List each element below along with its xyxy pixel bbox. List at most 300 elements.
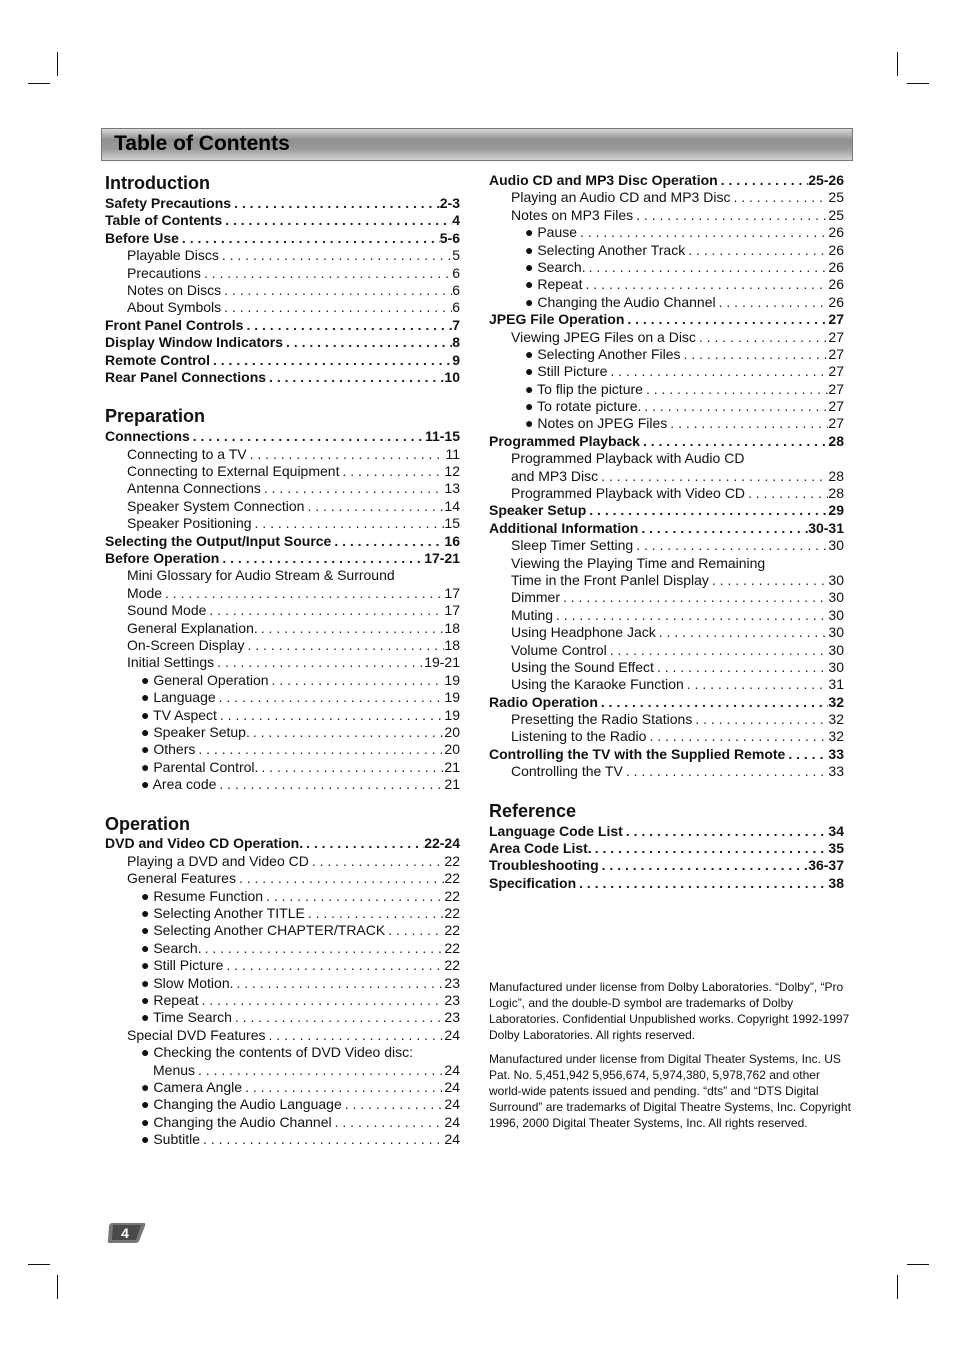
- toc-entry-label: Area Code List.: [489, 840, 592, 857]
- toc-entry-page: 30: [828, 606, 844, 623]
- dot-leader: [684, 676, 829, 693]
- toc-entry-page: 17-21: [424, 550, 460, 567]
- dot-leader: [716, 294, 829, 311]
- toc-entry: [105, 776, 460, 793]
- toc-entry-page: 5-6: [439, 229, 460, 246]
- toc-entry-page: 6: [452, 281, 460, 298]
- dot-leader: [681, 346, 829, 363]
- dot-leader: [214, 654, 424, 671]
- toc-entry: [489, 589, 844, 606]
- toc-entry-label: Notes on MP3 Files: [511, 206, 634, 223]
- dts-license-notice: Manufactured under license from Digital Theater Systems, Inc. US Pat. No. 5,451,942 5,956,674, 5,974,380, 5,978,762 and other world-wide patents issued and pending. “dts” and “DTS Digital Surround” are trademarks of Digital Theatre Systems, Inc. Copyright 1996, 2000 Digital Theater Systems, Inc. All rights reserved.: [489, 1052, 851, 1130]
- toc-entry-page: 25-26: [808, 172, 844, 188]
- toc-entry: [105, 759, 460, 776]
- toc-entry-page: 36-37: [808, 857, 844, 874]
- toc-entry-page: 30: [828, 624, 844, 641]
- toc-entry-page: 15: [444, 515, 460, 532]
- toc-entry-label: Speaker System Connection: [127, 497, 305, 514]
- crop-mark: [907, 83, 929, 84]
- toc-entry: [489, 398, 844, 415]
- toc-entry-label: Using the Karaoke Function: [511, 676, 684, 693]
- toc-entry-label: Programmed Playback with Video CD: [511, 485, 745, 502]
- toc-entry-label: Antenna Connections: [127, 480, 261, 497]
- toc-entry: [105, 975, 460, 992]
- dot-leader: [250, 724, 445, 741]
- toc-entry-page: 6: [452, 299, 460, 316]
- toc-entry: [489, 642, 844, 659]
- toc-entry: [489, 311, 844, 328]
- toc-entry-label: Selecting the Output/Input Source: [105, 532, 332, 549]
- dot-leader: [216, 776, 444, 793]
- toc-entry: [489, 572, 844, 589]
- toc-entry: [489, 520, 844, 537]
- dot-leader: [245, 637, 445, 654]
- toc-entry-page: 24: [444, 1061, 460, 1078]
- toc-entry: [105, 836, 460, 853]
- toc-entry-label: Audio CD and MP3 Disc Operation: [489, 172, 718, 188]
- toc-entry: [489, 224, 844, 241]
- toc-entry-label: Troubleshooting: [489, 857, 599, 874]
- toc-entry-label: ● To flip the picture: [525, 380, 643, 397]
- toc-entry-label: Specification: [489, 874, 577, 891]
- dot-leader: [607, 363, 828, 380]
- dot-leader: [243, 317, 452, 334]
- toc-entry: [105, 352, 460, 369]
- toc-entry-page: 30: [828, 641, 844, 658]
- toc-entry-page: 33: [828, 745, 844, 762]
- dot-leader: [219, 550, 424, 567]
- toc-entry: [489, 746, 844, 763]
- toc-entry-page: 16: [444, 532, 460, 549]
- toc-entry-label: Connecting to External Equipment: [127, 463, 340, 480]
- toc-entry: [489, 294, 844, 311]
- crop-mark: [897, 1275, 898, 1299]
- toc-entry-page: 22: [444, 957, 460, 974]
- toc-entry: [105, 498, 460, 515]
- toc-entry-page: 24: [444, 1113, 460, 1130]
- toc-entry-page: 30: [828, 589, 844, 606]
- toc-entry-page: 26: [828, 241, 844, 258]
- dot-leader: [598, 694, 829, 711]
- section-gap: [105, 794, 460, 813]
- toc-entry: [489, 624, 844, 641]
- toc-entry-label: DVD and Video CD Operation.: [105, 835, 304, 852]
- toc-entry-label: Before Use: [105, 229, 179, 246]
- toc-entry-label: Before Operation: [105, 550, 220, 567]
- toc-entry-page: 31: [828, 676, 844, 693]
- toc-entry: [105, 230, 460, 247]
- toc-entry-page: 28: [828, 485, 844, 502]
- toc-entry: [105, 940, 460, 957]
- section-heading: Preparation: [105, 406, 206, 427]
- toc-entry-label: ● Selecting Another TITLE: [141, 905, 305, 922]
- dot-leader: [667, 415, 828, 432]
- toc-entry-page: 26: [828, 293, 844, 310]
- toc-entry: [105, 853, 460, 870]
- dot-leader: [206, 602, 444, 619]
- dot-leader: [718, 172, 808, 189]
- toc-entry-label: Volume Control: [511, 641, 607, 658]
- toc-entry-page: 27: [828, 398, 844, 415]
- toc-entry: [489, 659, 844, 676]
- toc-entry-label: Speaker Setup: [489, 502, 587, 519]
- toc-entry-page: 17: [444, 584, 460, 601]
- toc-entry-label: Menus: [153, 1061, 196, 1078]
- toc-entry: [105, 1009, 460, 1026]
- dot-leader: [258, 759, 444, 776]
- toc-entry: [105, 550, 460, 567]
- toc-entry-label: ● Changing the Audio Channel: [525, 293, 716, 310]
- dot-leader: [553, 607, 828, 624]
- dot-leader: [195, 1062, 444, 1079]
- toc-entry: [105, 957, 460, 974]
- toc-entry-label: Connecting to a TV: [127, 445, 247, 462]
- toc-entry-label: Using Headphone Jack: [511, 624, 656, 641]
- toc-entry-label: Dimmer: [511, 589, 560, 606]
- toc-entry: [105, 463, 460, 480]
- dot-leader: [599, 857, 809, 874]
- toc-entry-label: Remote Control: [105, 351, 210, 368]
- crop-mark: [897, 52, 898, 76]
- toc-entry-label: Using the Sound Effect: [511, 658, 654, 675]
- dot-leader: [223, 957, 444, 974]
- dot-leader: [696, 329, 828, 346]
- section-gap: [489, 781, 844, 800]
- toc-entry-page: 22: [444, 922, 460, 939]
- toc-entry-page: 9: [452, 351, 460, 368]
- toc-entry-label: ● Area code: [141, 776, 217, 793]
- section-gap: [105, 386, 460, 405]
- dot-leader: [332, 1114, 445, 1131]
- dolby-license-notice: Manufactured under license from Dolby Laboratories. “Dolby”, “Pro Logic”, and the double-D symbol are trademarks of Dolby Laboratories. Confidential Unpublished works. Copyright 1992-1997 Dolby Laboratories. All rights reserved.: [489, 980, 850, 1042]
- toc-entry: [105, 1131, 460, 1148]
- toc-entry-page: 19: [444, 671, 460, 688]
- toc-entry-label: ● Resume Function: [141, 887, 264, 904]
- toc-entry-label: ● Selecting Another Files: [525, 345, 681, 362]
- toc-entry-label: ● Changing the Audio Channel: [141, 1113, 332, 1130]
- toc-entry-label: and MP3 Disc: [511, 467, 599, 484]
- toc-entry-label: About Symbols: [127, 299, 222, 316]
- dot-leader: [641, 398, 828, 415]
- toc-entry-label: ● Still Picture: [525, 363, 608, 380]
- toc-entry: [105, 1114, 460, 1131]
- toc-entry-page: 32: [828, 711, 844, 728]
- toc-entry-label: ● TV Aspect: [141, 706, 217, 723]
- toc-entry-page: 24: [444, 1078, 460, 1095]
- toc-continued-label: Programmed Playback with Audio CD: [511, 450, 745, 467]
- toc-entry: [489, 485, 844, 502]
- toc-entry-page: 22: [444, 905, 460, 922]
- toc-entry: [105, 1096, 460, 1113]
- toc-entry-label: ● Still Picture: [141, 957, 224, 974]
- toc-entry-label: On-Screen Display: [127, 636, 245, 653]
- toc-entry-label: ● Notes on JPEG Files: [525, 415, 668, 432]
- toc-entry-page: 27: [828, 363, 844, 380]
- crop-mark: [907, 1264, 929, 1265]
- toc-entry-label: Radio Operation: [489, 693, 598, 710]
- toc-entry-label: Table of Contents: [105, 212, 223, 229]
- dot-leader: [263, 888, 444, 905]
- toc-entry-page: 38: [828, 874, 844, 891]
- dot-leader: [592, 840, 829, 857]
- toc-continued-label: Viewing the Playing Time and Remaining: [511, 554, 766, 571]
- dot-leader: [638, 520, 808, 537]
- dot-leader: [252, 515, 445, 532]
- dot-leader: [586, 502, 828, 519]
- toc-entry: [105, 922, 460, 939]
- dot-leader: [560, 589, 828, 606]
- toc-entry-label: Precautions: [127, 264, 201, 281]
- toc-entry: [105, 1062, 460, 1079]
- dot-leader: [216, 689, 445, 706]
- toc-entry-page: 22: [444, 939, 460, 956]
- toc-entry-page: 14: [444, 497, 460, 514]
- crop-mark: [28, 1264, 50, 1265]
- dot-leader: [785, 746, 828, 763]
- toc-entry: [489, 537, 844, 554]
- toc-entry-page: 8: [452, 334, 460, 351]
- toc-entry-label: ● Repeat: [525, 276, 583, 293]
- toc-entry: [489, 346, 844, 363]
- toc-entry-page: 12: [444, 463, 460, 480]
- dot-leader: [269, 672, 445, 689]
- dot-leader: [342, 1096, 445, 1113]
- toc-entry: [489, 694, 844, 711]
- toc-entry-page: 10: [444, 368, 460, 385]
- toc-entry: [489, 259, 844, 276]
- dot-leader: [654, 659, 828, 676]
- page-number: 4: [121, 1225, 129, 1241]
- dot-leader: [210, 352, 452, 369]
- toc-entry-label: ● Time Search: [141, 1009, 232, 1026]
- toc-entry-label: Mode: [127, 584, 163, 601]
- toc-entry: [489, 823, 844, 840]
- toc-entry-label: ● Camera Angle: [141, 1078, 243, 1095]
- toc-entry: [489, 857, 844, 874]
- dot-leader: [685, 242, 828, 259]
- toc-entry: [105, 195, 460, 212]
- dot-leader: [266, 369, 444, 386]
- toc-entry: [105, 672, 460, 689]
- toc-entry-page: 11-15: [424, 428, 460, 445]
- section-heading: Introduction: [105, 173, 210, 193]
- dot-leader: [577, 224, 828, 241]
- toc-entry: [489, 711, 844, 728]
- toc-entry-label: Speaker Positioning: [127, 515, 252, 532]
- toc-entry-label: General Explanation.: [127, 619, 258, 636]
- toc-entry-page: 18: [444, 636, 460, 653]
- toc-entry: [489, 363, 844, 380]
- toc-entry-page: 29: [828, 502, 844, 519]
- toc-entry-page: 24: [444, 1131, 460, 1148]
- dot-leader: [643, 381, 828, 398]
- toc-entry-page: 27: [828, 328, 844, 345]
- toc-entry-label: ● To rotate picture.: [525, 398, 642, 415]
- toc-entry: [105, 654, 460, 671]
- toc-entry: [105, 282, 460, 299]
- toc-entry-label: Viewing JPEG Files on a Disc: [511, 328, 696, 345]
- toc-entry: [489, 729, 844, 746]
- toc-entry-page: 35: [828, 840, 844, 857]
- toc-entry-page: 26: [828, 276, 844, 293]
- toc-entry: [489, 433, 844, 450]
- toc-entry-label: Safety Precautions: [105, 195, 232, 211]
- toc-entry: [105, 446, 460, 463]
- toc-entry-label: Muting: [511, 606, 554, 623]
- dot-leader: [200, 1131, 444, 1148]
- toc-entry: [105, 247, 460, 264]
- toc-entry: [489, 242, 844, 259]
- toc-entry-label: Programmed Playback: [489, 432, 640, 449]
- toc-entry: [105, 1027, 460, 1044]
- page-title: Table of Contents: [114, 132, 290, 155]
- toc-left-column: [105, 172, 460, 1149]
- crop-mark: [28, 83, 50, 84]
- toc-entry-label: Sound Mode: [127, 602, 207, 619]
- dot-leader: [162, 585, 444, 602]
- toc-entry-page: 7: [452, 316, 460, 333]
- toc-entry-label: Presetting the Radio Stations: [511, 711, 693, 728]
- toc-entry-label: Language Code List: [489, 822, 623, 839]
- dot-leader: [202, 940, 445, 957]
- dot-leader: [598, 468, 828, 485]
- toc-continued-label: ● Checking the contents of DVD Video disc:: [141, 1044, 414, 1061]
- toc-entry: [489, 172, 844, 189]
- dot-leader: [309, 853, 445, 870]
- toc-entry-label: JPEG File Operation: [489, 311, 625, 328]
- toc-entry-label: ● Selecting Another Track: [525, 241, 686, 258]
- dot-leader: [576, 875, 828, 892]
- toc-entry-page: 20: [444, 741, 460, 758]
- toc-entry-label: ● Subtitle: [141, 1131, 201, 1148]
- toc-entry-page: 4: [452, 212, 460, 229]
- toc-entry-page: 32: [828, 728, 844, 745]
- dot-leader: [624, 311, 828, 328]
- dot-leader: [640, 433, 828, 450]
- dot-leader: [217, 707, 445, 724]
- toc-entry-label: Playable Discs: [127, 247, 219, 264]
- toc-entry-label: Connections: [105, 428, 190, 445]
- dot-leader: [586, 259, 829, 276]
- toc-entry: [105, 870, 460, 887]
- toc-entry: [489, 676, 844, 693]
- toc-entry-label: ● Selecting Another CHAPTER/TRACK: [141, 922, 386, 939]
- toc-entry-label: General Features: [127, 870, 236, 887]
- toc-entry-page: 27: [828, 380, 844, 397]
- dot-leader: [195, 741, 444, 758]
- toc-entry-page: 27: [828, 345, 844, 362]
- toc-entry-page: 22-24: [424, 835, 460, 852]
- dot-leader: [303, 836, 424, 853]
- toc-entry-label: Controlling the TV with the Supplied Remote: [489, 745, 786, 762]
- dot-leader: [623, 763, 829, 780]
- dot-leader: [607, 642, 829, 659]
- dot-leader: [236, 870, 444, 887]
- toc-entry-page: 32: [828, 693, 844, 710]
- toc-right-column: [489, 172, 844, 892]
- toc-entry: [105, 265, 460, 282]
- toc-entry-label: Rear Panel Connections: [105, 368, 267, 385]
- toc-entry: [105, 905, 460, 922]
- dot-leader: [304, 498, 444, 515]
- dot-leader: [583, 276, 829, 293]
- dot-leader: [258, 620, 445, 637]
- dot-leader: [242, 1079, 444, 1096]
- toc-entry: [105, 689, 460, 706]
- dot-leader: [201, 265, 452, 282]
- toc-entry-page: 22: [444, 852, 460, 869]
- toc-entry-label: Controlling the TV: [511, 763, 623, 780]
- toc-entry-label: ● Search.: [141, 939, 202, 956]
- toc-entry: [489, 502, 844, 519]
- dot-leader: [232, 1009, 444, 1026]
- toc-entry-label: ● Pause: [525, 224, 578, 241]
- dot-leader: [231, 195, 440, 212]
- dot-leader: [339, 463, 444, 480]
- toc-entry-label: Time in the Front Panlel Display: [511, 571, 709, 588]
- toc-entry-page: 26: [828, 258, 844, 275]
- dot-leader: [692, 711, 828, 728]
- toc-entry: [105, 741, 460, 758]
- toc-entry: [105, 1079, 460, 1096]
- dot-leader: [190, 428, 425, 445]
- toc-continued-label: Mini Glossary for Audio Stream & Surround: [127, 567, 395, 584]
- toc-entry: [105, 317, 460, 334]
- dot-leader: [283, 334, 452, 351]
- dot-leader: [219, 247, 452, 264]
- toc-entry: [489, 189, 844, 206]
- toc-entry-label: ● Repeat: [141, 992, 199, 1008]
- toc-entry-label: ● Others: [141, 741, 196, 758]
- dot-leader: [222, 212, 452, 229]
- toc-entry-page: 13: [444, 480, 460, 497]
- toc-entry-page: 21: [444, 776, 460, 793]
- toc-entry-page: 30-31: [808, 519, 844, 536]
- toc-entry-label: Special DVD Features: [127, 1026, 266, 1043]
- toc-entry: [489, 840, 844, 857]
- toc-entry: [105, 533, 460, 550]
- toc-entry: [489, 381, 844, 398]
- dot-leader: [656, 624, 829, 641]
- toc-entry-page: 11: [445, 445, 460, 462]
- dot-leader: [179, 230, 440, 247]
- toc-entry-label: ● Slow Motion.: [141, 974, 234, 991]
- dot-leader: [385, 922, 444, 939]
- toc-entry-page: 25: [828, 206, 844, 223]
- toc-entry: [105, 992, 460, 1009]
- toc-entry: [105, 637, 460, 654]
- toc-entry-page: 19-21: [424, 654, 460, 671]
- toc-entry-label: Additional Information: [489, 519, 639, 536]
- dot-leader: [331, 533, 444, 550]
- toc-entry: [489, 415, 844, 432]
- toc-entry: [105, 515, 460, 532]
- toc-entry-page: 20: [444, 723, 460, 740]
- toc-entry-page: 28: [828, 432, 844, 449]
- dot-leader: [261, 480, 445, 497]
- toc-entry-page: 23: [444, 974, 460, 991]
- dot-leader: [221, 299, 452, 316]
- toc-entry-label: ● General Operation: [141, 671, 269, 688]
- title-bar: [101, 128, 853, 161]
- toc-entry-page: 26: [828, 224, 844, 241]
- toc-entry-page: 27: [828, 311, 844, 328]
- toc-entry-label: Notes on Discs: [127, 281, 222, 298]
- toc-entry-page: 18: [444, 619, 460, 636]
- toc-entry-page: 19: [444, 706, 460, 723]
- toc-entry-page: 24: [444, 1026, 460, 1043]
- toc-entry-label: Display Window Indicators: [105, 334, 284, 351]
